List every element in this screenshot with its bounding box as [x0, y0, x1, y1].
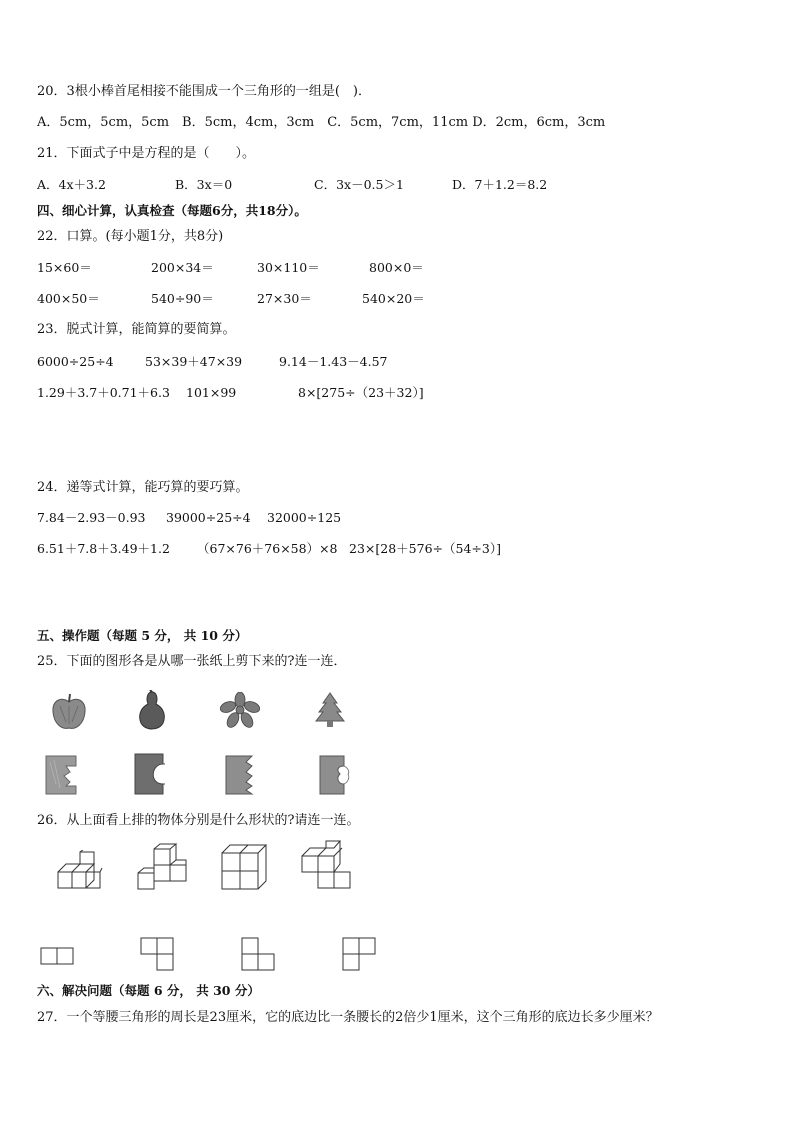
q21-option-a: A．4x＋3.2	[37, 177, 106, 192]
q22-item: 200×34＝	[151, 260, 214, 275]
q24-item: 23×[28＋576÷（54÷3）]	[349, 541, 501, 556]
q22-item: 540×20＝	[362, 291, 425, 306]
q21-option-d: D．7＋1.2＝8.2	[452, 177, 548, 192]
tree-cutout-icon	[314, 692, 346, 728]
paper-with-star-notch	[44, 754, 78, 796]
question-27-stem: 27．一个等腰三角形的周长是23厘米，它的底边比一条腰长的2倍少1厘米，这个三角形的底边长多少厘米？	[37, 1010, 659, 1025]
two-squares-view	[40, 947, 76, 967]
section-6-title: 六、解决问题（每题 6 分， 共 30 分）	[37, 983, 260, 998]
cubes-d-icon	[300, 840, 354, 892]
question-26-stem: 26．从上面看上排的物体分别是什么形状的?请连一连。	[37, 813, 360, 828]
section-5-title: 五、操作题（每题 5 分， 共 10 分）	[37, 628, 248, 643]
q21-option-c: C．3x－0.5＞1	[314, 177, 404, 192]
apple-cutout-icon	[50, 692, 88, 732]
cubes-b-icon	[136, 843, 188, 893]
q23-item: 1.29＋3.7＋0.71＋6.3	[37, 385, 170, 400]
q24-item: 39000÷25÷4	[166, 510, 251, 525]
q23-item: 6000÷25÷4	[37, 354, 114, 369]
q23-item: 8×[275÷（23＋32）]	[298, 385, 424, 400]
paper-with-leaf-notch	[318, 754, 352, 796]
paper-with-zigzag-edge	[224, 754, 256, 796]
q24-item: 7.84－2.93－0.93	[37, 510, 146, 525]
gourd-cutout-icon	[136, 690, 168, 732]
q21-option-b: B．3x＝0	[175, 177, 233, 192]
q24-item: 32000÷125	[267, 510, 342, 525]
q22-item: 800×0＝	[369, 260, 424, 275]
q22-item: 15×60＝	[37, 260, 92, 275]
flower-cutout-icon	[220, 692, 260, 728]
q22-item: 540÷90＝	[151, 291, 214, 306]
question-21-stem: 21．下面式子中是方程的是（ ）。	[37, 146, 256, 161]
q22-item: 400×50＝	[37, 291, 100, 306]
q23-item: 9.14－1.43－4.57	[279, 354, 388, 369]
question-22-stem: 22．口算。(每小题1分，共8分)	[37, 229, 224, 244]
q24-item: （67×76＋76×58）×8	[197, 541, 338, 556]
question-20-stem: 20．3根小棒首尾相接不能围成一个三角形的一组是( )．	[37, 84, 371, 99]
section-4-title: 四、细心计算，认真检查（每题6分，共18分）。	[37, 203, 307, 218]
question-24-stem: 24．递等式计算，能巧算的要巧算。	[37, 480, 249, 495]
question-23-stem: 23．脱式计算，能简算的要简算。	[37, 322, 236, 337]
q23-item: 53×39＋47×39	[145, 354, 243, 369]
q23-item: 101×99	[186, 385, 237, 400]
cubes-a-icon	[56, 850, 104, 892]
q22-item: 30×110＝	[257, 260, 320, 275]
three-squares-stair-view	[241, 937, 277, 973]
three-squares-view	[140, 937, 176, 973]
question-25-stem: 25．下面的图形各是从哪一张纸上剪下来的?连一连．	[37, 654, 347, 669]
q22-item: 27×30＝	[257, 291, 312, 306]
paper-with-rounded-notch	[133, 752, 167, 796]
question-20-options: A．5cm，5cm，5cm B．5cm，4cm，3cm C．5cm，7cm，11cm D．2cm，6cm，3cm	[37, 115, 606, 130]
q24-item: 6.51＋7.8＋3.49＋1.2	[37, 541, 170, 556]
cubes-c-icon	[220, 843, 268, 891]
three-squares-l-view	[342, 937, 378, 973]
